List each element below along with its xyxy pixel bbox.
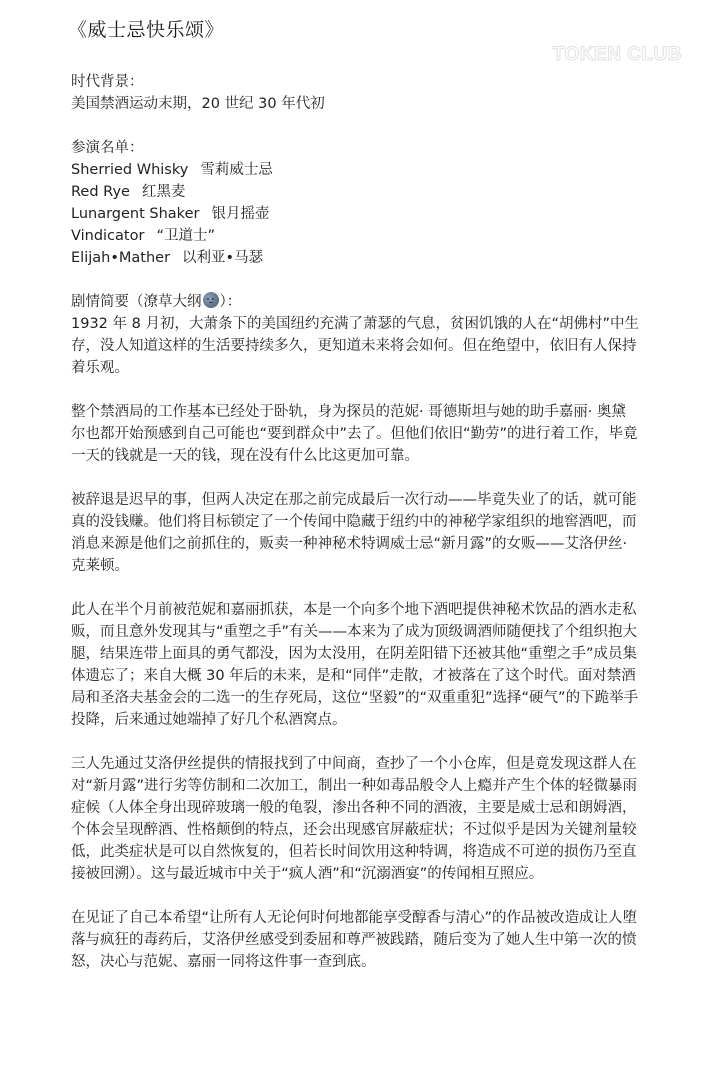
synopsis-paragraph	[71, 401, 683, 467]
paragraph-line: 着乐观。	[71, 360, 129, 376]
paragraph-line: 个体会呈现醉酒、性格颠倒的特点，还会出现感官屏蔽症状；不过似乎是因为关键剂量较	[71, 822, 637, 838]
cast-member	[71, 181, 683, 203]
synopsis-paragraph	[71, 753, 683, 885]
paragraph-line: 体遗忘了；来自大概 30 年后的未来，是和“同伴”走散，才被落在了这个时代。面对禁酒	[71, 668, 636, 684]
cast-member-en: Sherried Whisky	[71, 162, 189, 178]
paragraph-line: 存，没人知道这样的生活要持续多久，更知道未来将会如何。但在绝望中，依旧有人保持	[71, 338, 637, 354]
paragraph-line: 被辞退是迟早的事，但两人决定在那之前完成最后一次行动——毕竟失业了的话，就可能	[71, 492, 637, 508]
cast-member-en: Lunargent Shaker	[71, 206, 200, 222]
paragraph-line: 消息来源是他们之前抓住的，贩卖一种神秘术特调威士忌“新月露”的女贩——艾洛伊丝·	[71, 536, 628, 552]
moon-face-icon	[203, 292, 219, 308]
paragraph-line: 在见证了自己本希望“让所有人无论何时何地都能享受醇香与清心”的作品被改造成让人堕	[71, 910, 638, 926]
cast-member	[71, 247, 683, 269]
paragraph-line: 1932 年 8 月初，大萧条下的美国纽约充满了萧瑟的气息，贫困饥饿的人在“胡佛村”中生	[71, 316, 639, 332]
synopsis-paragraph	[71, 907, 683, 973]
cast-member-en: Elijah•Mather	[71, 250, 171, 266]
cast-member-cn: 雪莉威士忌	[200, 162, 273, 178]
paragraph-line: 低，此类症状是可以自然恢复的，但若长时间饮用这种特调，将造成不可逆的损伤乃至直	[71, 844, 637, 860]
cast-member-cn: 银月摇壶	[211, 206, 270, 222]
paragraph-line: 症候（人体全身出现碎玻璃一般的龟裂，渗出各种不同的酒液，主要是威士忌和朗姆酒，	[71, 800, 637, 816]
cast-member-cn: 红黑麦	[141, 184, 186, 200]
synopsis-heading	[71, 291, 683, 313]
background-section	[71, 71, 683, 115]
cast-heading: 参演名单：	[71, 140, 144, 156]
background-text: 美国禁酒运动末期，20 世纪 30 年代初	[71, 96, 325, 112]
paragraph-line: 腿，结果连带上面具的勇气都没，因为太没用，在阴差阳错下还被其他“重塑之手”成员集	[71, 646, 638, 662]
cast-member-cn: “卫道士”	[156, 228, 215, 244]
cast-section	[71, 137, 683, 269]
synopsis-heading-close: ）：	[219, 294, 242, 310]
cast-member	[71, 225, 683, 247]
paragraph-line: 怒，决心与范妮、嘉丽一同将这件事一查到底。	[71, 954, 376, 970]
paragraph-line: 投降，后来通过她端掉了好几个私酒窝点。	[71, 712, 347, 728]
synopsis-paragraph	[71, 599, 683, 731]
cast-member-en: Vindicator	[71, 228, 145, 244]
paragraph-line: 真的没钱赚。他们将目标锁定了一个传闻中隐藏于纽约中的神秘学家组织的地窖酒吧，而	[71, 514, 637, 530]
cast-member	[71, 203, 683, 225]
paragraph-line: 尔也都开始预感到自己可能也“要到群众中”去了。但他们依旧“勤劳”的进行着工作，毕竟	[71, 426, 638, 442]
paragraph-line: 克莱顿。	[71, 558, 129, 574]
background-heading: 时代背景：	[71, 74, 144, 90]
paragraph-line: 此人在半个月前被范妮和嘉丽抓获，本是一个向多个地下酒吧提供神秘术饮品的酒水走私	[71, 602, 637, 618]
paragraph-line: 三人先通过艾洛伊丝提供的情报找到了中间商，查抄了一个小仓库，但是竟发现这群人在	[71, 756, 637, 772]
cast-member	[71, 159, 683, 181]
cast-member-cn: 以利亚•马瑟	[182, 250, 264, 266]
cast-member-en: Red Rye	[71, 184, 130, 200]
paragraph-line: 整个禁酒局的工作基本已经处于卧轨，身为探员的范妮· 哥德斯坦与她的助手嘉丽· 奥黛	[71, 404, 626, 420]
paragraph-line: 一天的钱就是一天的钱，现在没有什么比这更加可靠。	[71, 448, 419, 464]
document-body	[71, 71, 683, 995]
paragraph-line: 落与疯狂的毒药后，艾洛伊丝感受到委屈和尊严被践踏，随后变为了她人生中第一次的愤	[71, 932, 637, 948]
paragraph-line: 贩，而且意外发现其与“重塑之手”有关——本来为了成为顶级调酒师随便找了个组织抱大	[71, 624, 638, 640]
paragraph-line: 接被回溯）。这与最近城市中关于“疯人酒”和“沉溺酒宴”的传闻相互照应。	[71, 866, 544, 882]
paragraph-line: 局和圣洛夫基金会的二选一的生存死局，这位“坚毅”的“双重重犯”选择“硬气”的下跪举手	[71, 690, 639, 706]
synopsis-paragraph	[71, 313, 683, 379]
synopsis-section	[71, 291, 683, 973]
paragraph-line: 对“新月露”进行劣等仿制和二次加工，制出一种如毒品般令人上瘾并产生个体的轻微暴雨	[71, 778, 638, 794]
document-title: 《威士忌快乐颂》	[68, 19, 225, 41]
synopsis-heading-text: 剧情简要（潦草大纲	[71, 294, 202, 310]
watermark-logo: TOKEN CLUB	[552, 44, 682, 65]
synopsis-paragraph	[71, 489, 683, 577]
